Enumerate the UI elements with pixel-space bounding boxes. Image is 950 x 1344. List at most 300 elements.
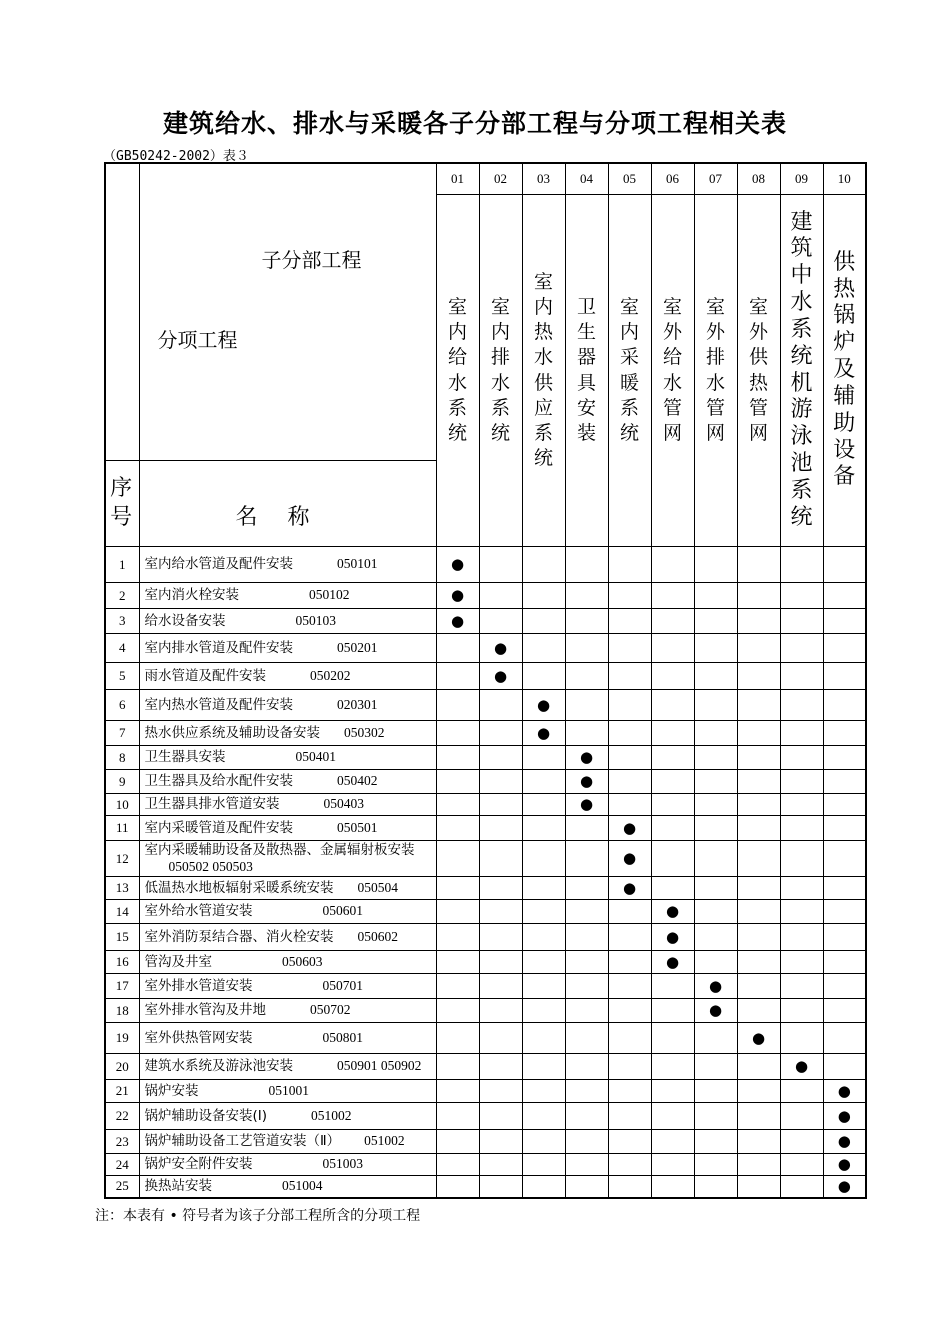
- row-number: 9: [105, 770, 139, 794]
- mark-cell: [780, 900, 823, 924]
- mark-cell: [737, 1023, 780, 1054]
- mark-cell: [694, 877, 737, 900]
- row-number: 4: [105, 634, 139, 663]
- column-name: 室内排水系统: [490, 296, 510, 444]
- mark-cell: [737, 900, 780, 924]
- column-code: 03: [522, 163, 565, 195]
- mark-cell: [651, 663, 694, 690]
- item-name: 给水设备安装: [144, 612, 226, 629]
- row-number: 1: [105, 547, 139, 583]
- table-row: [105, 974, 866, 999]
- item-name-cell: [139, 1103, 436, 1130]
- mark-cell: [436, 1054, 479, 1080]
- mark-cell: [694, 794, 737, 816]
- item-name: 卫生器具安装: [144, 749, 226, 766]
- standard-reference: （GB50242-2002）表３: [103, 149, 249, 164]
- mark-cell: [780, 547, 823, 583]
- mark-cell: [608, 841, 651, 877]
- mark-cell: [737, 663, 780, 690]
- item-code: 050504: [357, 879, 398, 895]
- item-name: 室外排水管沟及井地: [144, 1002, 266, 1019]
- mark-cell: [780, 583, 823, 609]
- mark-cell: [522, 974, 565, 999]
- item-code: 050403: [323, 796, 364, 812]
- column-code: 05: [608, 163, 651, 195]
- bullet-mark-icon: ●: [450, 611, 465, 630]
- bullet-mark-icon: ●: [493, 638, 508, 657]
- item-code: 050603: [282, 953, 323, 969]
- mark-cell: [479, 1023, 522, 1054]
- mark-cell: [436, 974, 479, 999]
- table-row: [105, 999, 866, 1023]
- mark-cell: [823, 690, 866, 721]
- mark-cell: [651, 1130, 694, 1154]
- item-name: 室外给水管道安装: [144, 903, 253, 920]
- bullet-mark-icon: ●: [837, 1132, 851, 1150]
- table-body: [105, 547, 866, 1198]
- mark-cell: [780, 1176, 823, 1198]
- mark-cell: [694, 1130, 737, 1154]
- item-code: 050102: [309, 587, 350, 603]
- bullet-mark-icon: ●: [837, 1176, 851, 1195]
- mark-cell: [780, 1154, 823, 1176]
- relation-table: [104, 162, 867, 1199]
- row-number: 24: [105, 1154, 139, 1176]
- mark-cell: [737, 690, 780, 721]
- mark-cell: [651, 1054, 694, 1080]
- item-name-cell: [139, 770, 436, 794]
- mark-cell: [479, 634, 522, 663]
- mark-cell: [565, 634, 608, 663]
- item-name-cell: [139, 1176, 436, 1198]
- mark-cell: [651, 1080, 694, 1103]
- mark-cell: [694, 1023, 737, 1054]
- mark-cell: [780, 1054, 823, 1080]
- mark-cell: [694, 609, 737, 634]
- mark-cell: [479, 1080, 522, 1103]
- mark-cell: [479, 746, 522, 770]
- bullet-mark-icon: ●: [837, 1081, 851, 1100]
- item-code: 020301: [337, 696, 378, 712]
- mark-cell: [651, 794, 694, 816]
- mark-cell: [479, 547, 522, 583]
- mark-cell: [479, 794, 522, 816]
- mark-cell: [651, 770, 694, 794]
- mark-cell: [479, 690, 522, 721]
- bullet-mark-icon: ●: [708, 1001, 723, 1019]
- column-name-cell: [823, 195, 866, 547]
- row-number: 6: [105, 690, 139, 721]
- mark-cell: [823, 1154, 866, 1176]
- item-code: 050201: [337, 639, 378, 655]
- item-code: 050502 050503: [168, 858, 253, 874]
- column-name-cell: [479, 195, 522, 547]
- column-code: 09: [780, 163, 823, 195]
- item-name-cell: [139, 1023, 436, 1054]
- item-name-cell: [139, 816, 436, 841]
- mark-cell: [823, 609, 866, 634]
- row-number: 8: [105, 746, 139, 770]
- row-number: 23: [105, 1130, 139, 1154]
- mark-cell: [522, 1130, 565, 1154]
- item-name: 换热站安装: [144, 1177, 212, 1194]
- mark-cell: [479, 951, 522, 974]
- item-name-cell: [139, 951, 436, 974]
- mark-cell: [737, 721, 780, 746]
- mark-cell: [436, 1080, 479, 1103]
- mark-cell: [436, 1130, 479, 1154]
- name-header-cell: [139, 461, 436, 547]
- table-row: [105, 794, 866, 816]
- mark-cell: [737, 1054, 780, 1080]
- column-name-cell: [651, 195, 694, 547]
- mark-cell: [522, 924, 565, 951]
- mark-cell: [737, 841, 780, 877]
- mark-cell: [780, 1130, 823, 1154]
- bullet-mark-icon: ●: [493, 666, 508, 685]
- item-name-cell: [139, 1054, 436, 1080]
- mark-cell: [737, 583, 780, 609]
- mark-cell: [694, 547, 737, 583]
- mark-cell: [823, 924, 866, 951]
- table-row: [105, 900, 866, 924]
- table-header: [105, 163, 866, 547]
- mark-cell: [565, 583, 608, 609]
- column-name: 室外排水管网: [705, 296, 725, 444]
- item-name-cell: [139, 974, 436, 999]
- table-row: [105, 1103, 866, 1130]
- item-name-cell: [139, 746, 436, 770]
- mark-cell: [565, 1130, 608, 1154]
- bullet-mark-icon: ●: [579, 772, 594, 790]
- seq-header-cell: [105, 461, 139, 547]
- mark-cell: [436, 770, 479, 794]
- mark-cell: [651, 924, 694, 951]
- mark-cell: [522, 609, 565, 634]
- column-name: 室内给水系统: [447, 296, 467, 444]
- mark-cell: [479, 999, 522, 1023]
- mark-cell: [479, 721, 522, 746]
- mark-cell: [565, 924, 608, 951]
- mark-cell: [565, 1103, 608, 1130]
- mark-cell: [651, 816, 694, 841]
- column-name: 建筑中水系统机游泳池系统: [790, 209, 813, 530]
- mark-cell: [737, 1103, 780, 1130]
- mark-cell: [565, 547, 608, 583]
- item-code: 050901 050902: [337, 1058, 422, 1074]
- mark-cell: [608, 951, 651, 974]
- item-name: 室内排水管道及配件安装: [144, 639, 293, 656]
- mark-cell: [479, 877, 522, 900]
- column-code: 06: [651, 163, 694, 195]
- seq-header-top: [105, 163, 139, 461]
- table-row: [105, 1080, 866, 1103]
- row-number: 22: [105, 1103, 139, 1130]
- bullet-mark-icon: ●: [794, 1057, 809, 1075]
- item-name: 热水供应系统及辅助设备安装: [144, 724, 320, 741]
- table-row: [105, 924, 866, 951]
- row-number: 5: [105, 663, 139, 690]
- mark-cell: [694, 999, 737, 1023]
- mark-cell: [737, 999, 780, 1023]
- mark-cell: [436, 841, 479, 877]
- item-name-cell: [139, 924, 436, 951]
- item-name: 锅炉辅助设备工艺管道安装（Ⅱ）: [144, 1133, 341, 1150]
- mark-cell: [565, 1054, 608, 1080]
- bullet-mark-icon: ●: [665, 952, 680, 971]
- mark-cell: [436, 877, 479, 900]
- mark-cell: [780, 1080, 823, 1103]
- item-name: 低温热水地板辐射采暖系统安装: [144, 879, 334, 896]
- mark-cell: [565, 1023, 608, 1054]
- mark-cell: [522, 690, 565, 721]
- mark-cell: [737, 877, 780, 900]
- table-row: [105, 1176, 866, 1198]
- column-code: 07: [694, 163, 737, 195]
- mark-cell: [565, 900, 608, 924]
- mark-cell: [436, 609, 479, 634]
- item-name-cell: [139, 999, 436, 1023]
- mark-cell: [436, 663, 479, 690]
- mark-cell: [737, 634, 780, 663]
- mark-cell: [823, 951, 866, 974]
- mark-cell: [436, 1103, 479, 1130]
- item-code: 051004: [282, 1177, 323, 1193]
- item-name: 室外供热管网安装: [144, 1029, 253, 1046]
- mark-cell: [436, 951, 479, 974]
- column-name-cell: [608, 195, 651, 547]
- mark-cell: [608, 770, 651, 794]
- column-code: 10: [823, 163, 866, 195]
- mark-cell: [737, 924, 780, 951]
- column-name: 供热锅炉及辅助设备: [833, 249, 856, 490]
- mark-cell: [608, 690, 651, 721]
- mark-cell: [436, 583, 479, 609]
- item-code: 050701: [322, 977, 363, 993]
- mark-cell: [694, 1154, 737, 1176]
- mark-cell: [780, 721, 823, 746]
- mark-cell: [436, 746, 479, 770]
- name-label: 名称: [235, 505, 340, 530]
- mark-cell: [479, 1154, 522, 1176]
- mark-cell: [694, 1103, 737, 1130]
- column-name: 室外供热管网: [748, 296, 768, 444]
- item-code: 051002: [364, 1133, 405, 1149]
- mark-cell: [651, 974, 694, 999]
- mark-cell: [780, 924, 823, 951]
- mark-cell: [479, 1054, 522, 1080]
- mark-cell: [608, 663, 651, 690]
- mark-cell: [823, 634, 866, 663]
- mark-cell: [651, 746, 694, 770]
- mark-cell: [694, 841, 737, 877]
- mark-cell: [823, 1054, 866, 1080]
- mark-cell: [565, 974, 608, 999]
- mark-cell: [823, 900, 866, 924]
- row-number: 15: [105, 924, 139, 951]
- mark-cell: [694, 634, 737, 663]
- subdivision-label: 子分部工程: [261, 248, 362, 272]
- mark-cell: [436, 816, 479, 841]
- mark-cell: [522, 1176, 565, 1198]
- mark-cell: [780, 999, 823, 1023]
- mark-cell: [608, 924, 651, 951]
- mark-cell: [694, 1176, 737, 1198]
- mark-cell: [565, 999, 608, 1023]
- item-code: 050602: [357, 928, 398, 944]
- mark-cell: [608, 1080, 651, 1103]
- mark-cell: [651, 999, 694, 1023]
- mark-cell: [479, 924, 522, 951]
- mark-cell: [780, 951, 823, 974]
- mark-cell: [608, 746, 651, 770]
- item-name-cell: [139, 1154, 436, 1176]
- table-row: [105, 690, 866, 721]
- item-name-cell: [139, 721, 436, 746]
- mark-cell: [737, 746, 780, 770]
- item-code: 051002: [311, 1107, 352, 1123]
- item-code: 050702: [310, 1002, 351, 1018]
- mark-cell: [780, 746, 823, 770]
- mark-cell: [436, 999, 479, 1023]
- row-number: 17: [105, 974, 139, 999]
- mark-cell: [694, 746, 737, 770]
- bullet-mark-icon: ●: [450, 555, 465, 573]
- mark-cell: [651, 1103, 694, 1130]
- item-name: 室外排水管道安装: [144, 977, 253, 994]
- mark-cell: [522, 746, 565, 770]
- row-number: 14: [105, 900, 139, 924]
- mark-cell: [694, 690, 737, 721]
- seq-label: 序号: [110, 476, 133, 530]
- column-name-cell: [565, 195, 608, 547]
- mark-cell: [737, 1080, 780, 1103]
- mark-cell: [823, 877, 866, 900]
- mark-cell: [436, 721, 479, 746]
- bullet-mark-icon: ●: [622, 818, 637, 837]
- mark-cell: [608, 583, 651, 609]
- mark-cell: [522, 816, 565, 841]
- mark-cell: [651, 877, 694, 900]
- mark-cell: [565, 690, 608, 721]
- mark-cell: [522, 794, 565, 816]
- item-name-cell: [139, 634, 436, 663]
- mark-cell: [651, 634, 694, 663]
- mark-cell: [608, 1054, 651, 1080]
- column-name-cell: [694, 195, 737, 547]
- mark-cell: [608, 900, 651, 924]
- mark-cell: [608, 1023, 651, 1054]
- mark-cell: [565, 794, 608, 816]
- mark-cell: [823, 721, 866, 746]
- bullet-mark-icon: ●: [837, 1155, 851, 1173]
- item-code: 050101: [337, 556, 378, 572]
- mark-cell: [479, 609, 522, 634]
- mark-cell: [608, 634, 651, 663]
- mark-cell: [780, 770, 823, 794]
- mark-cell: [522, 721, 565, 746]
- table-row: [105, 663, 866, 690]
- mark-cell: [436, 634, 479, 663]
- item-name-cell: [139, 690, 436, 721]
- row-number: 3: [105, 609, 139, 634]
- mark-cell: [522, 1023, 565, 1054]
- row-number: 20: [105, 1054, 139, 1080]
- mark-cell: [737, 794, 780, 816]
- item-name-cell: [139, 794, 436, 816]
- table-row: [105, 877, 866, 900]
- table-row: [105, 1130, 866, 1154]
- mark-cell: [522, 1154, 565, 1176]
- column-name-cell: [436, 195, 479, 547]
- mark-cell: [694, 974, 737, 999]
- mark-cell: [780, 1023, 823, 1054]
- column-name-cell: [780, 195, 823, 547]
- mark-cell: [565, 951, 608, 974]
- mark-cell: [479, 816, 522, 841]
- row-number: 21: [105, 1080, 139, 1103]
- mark-cell: [479, 1130, 522, 1154]
- mark-cell: [823, 816, 866, 841]
- footnote: 注：本表有 • 符号者为该子分部工程所含的分项工程: [95, 1208, 421, 1224]
- mark-cell: [608, 609, 651, 634]
- item-code: 050402: [337, 773, 378, 789]
- mark-cell: [651, 900, 694, 924]
- mark-cell: [780, 690, 823, 721]
- mark-cell: [608, 721, 651, 746]
- bullet-mark-icon: ●: [536, 695, 551, 714]
- table-row: [105, 951, 866, 974]
- mark-cell: [651, 951, 694, 974]
- mark-cell: [694, 1054, 737, 1080]
- mark-cell: [651, 1176, 694, 1198]
- category-header-cell: [139, 163, 436, 461]
- mark-cell: [608, 547, 651, 583]
- bullet-mark-icon: ●: [708, 976, 723, 995]
- bullet-mark-icon: ●: [622, 878, 637, 897]
- mark-cell: [780, 609, 823, 634]
- column-name: 卫生器具安装: [576, 296, 596, 444]
- item-name: 室内采暖辅助设备及散热器、金属辐射板安装: [144, 841, 415, 858]
- bullet-mark-icon: ●: [579, 748, 594, 766]
- mark-cell: [522, 770, 565, 794]
- mark-cell: [565, 770, 608, 794]
- mark-cell: [823, 974, 866, 999]
- mark-cell: [436, 794, 479, 816]
- bullet-mark-icon: ●: [536, 723, 551, 742]
- mark-cell: [608, 1154, 651, 1176]
- item-name: 卫生器具排水管道安装: [144, 796, 280, 813]
- mark-cell: [651, 609, 694, 634]
- item-code: 050801: [322, 1029, 363, 1045]
- mark-cell: [780, 794, 823, 816]
- mark-cell: [823, 794, 866, 816]
- mark-cell: [694, 816, 737, 841]
- mark-cell: [565, 816, 608, 841]
- mark-cell: [694, 924, 737, 951]
- bullet-mark-icon: ●: [665, 902, 680, 920]
- item-name-cell: [139, 841, 436, 877]
- row-number: 16: [105, 951, 139, 974]
- mark-cell: [436, 924, 479, 951]
- column-code: 04: [565, 163, 608, 195]
- mark-cell: [608, 794, 651, 816]
- row-number: 13: [105, 877, 139, 900]
- table-row: [105, 721, 866, 746]
- table-row: [105, 583, 866, 609]
- table-row: [105, 746, 866, 770]
- page-title: 建筑给水、排水与采暖各子分部工程与分项工程相关表: [162, 109, 787, 138]
